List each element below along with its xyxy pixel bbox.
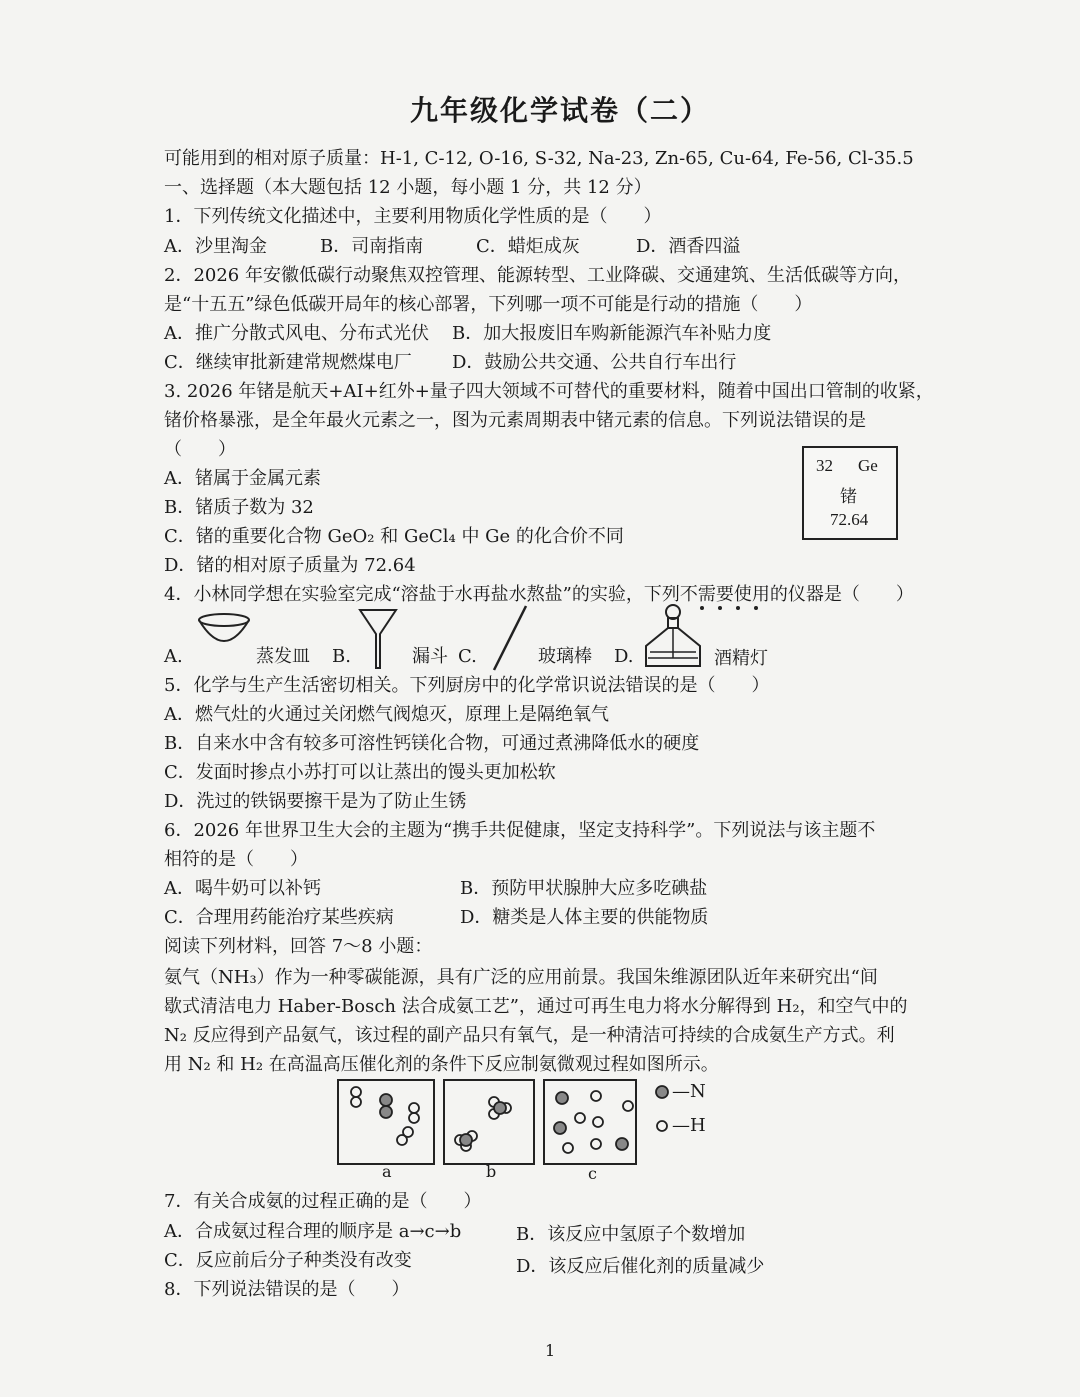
q3-stem-line3: （ ） [164,439,236,460]
legend-hydrogen: —H [672,1115,706,1136]
q1-option-a: A．沙里淘金 [164,236,267,257]
q2-option-a: A．推广分散式风电、分布式光伏 [164,323,429,344]
hydrogen-atom-legend-icon [654,1118,670,1134]
nitrogen-atom-legend-icon [654,1084,670,1100]
q4-option-d: D. [614,646,634,667]
q3-option-a: A．锗属于金属元素 [164,468,321,489]
funnel-icon [358,606,398,670]
reading-intro: 阅读下列材料，回答 7～8 小题： [164,936,433,957]
q6-option-c: C．合理用药能治疗某些疾病 [164,907,394,928]
q1-stem: 1．下列传统文化描述中，主要利用物质化学性质的是（ ） [164,206,662,227]
element-mass: 72.64 [830,510,869,529]
q6-option-a: A．喝牛奶可以补钙 [164,878,321,899]
q7-option-a: A．合成氨过程合理的顺序是 a→c→b [164,1221,462,1242]
page-number: 1 [545,1341,556,1360]
q2-option-c: C．继续审批新建常规燃煤电厂 [164,352,412,373]
q8-stem: 8．下列说法错误的是（ ） [164,1279,410,1300]
legend-nitrogen: —N [672,1081,706,1102]
q5-option-d: D．洗过的铁锅要擦干是为了防止生锈 [164,791,467,812]
q1-option-d: D．酒香四溢 [636,236,741,257]
q5-stem: 5．化学与生产生活密切相关。下列厨房中的化学常识说法错误的是（ ） [164,675,770,696]
q6-option-b: B．预防甲状腺肿大应多吃碘盐 [460,878,708,899]
q7-option-c: C．反应前后分子种类没有改变 [164,1250,412,1271]
q3-stem-line2: 锗价格暴涨，是全年最火元素之一，图为元素周期表中锗元素的信息。下列说法错误的是 [164,410,866,431]
q2-option-d: D．鼓励公共交通、公共自行车出行 [452,352,737,373]
q6-option-d: D．糖类是人体主要的供能物质 [460,907,709,928]
q7-stem: 7．有关合成氨的过程正确的是（ ） [164,1191,482,1212]
q2-stem-line1: 2．2026 年安徽低碳行动聚焦双控管理、能源转型、工业降碳、交通建筑、生活低碳等方向， [164,265,911,286]
q3-option-d: D．锗的相对原子质量为 72.64 [164,555,416,576]
q7-option-b: B．该反应中氢原子个数增加 [516,1224,746,1245]
element-symbol: Ge [858,456,878,475]
q4-option-c-name: 玻璃棒 [538,646,592,667]
emphasis-dot [754,606,758,610]
germanium-element-card [802,446,898,540]
q4-option-b-name: 漏斗 [412,646,448,667]
q4-option-d-name: 酒精灯 [714,648,768,669]
q4-option-a: A. [164,646,183,667]
q1-option-b: B．司南指南 [320,236,424,257]
element-number: 32 [816,456,833,475]
evaporating-dish-icon [196,612,252,648]
q1-option-c: C．蜡炬成灰 [476,236,580,257]
q4-option-b: B. [332,646,351,667]
section-heading: 一、选择题（本大题包括 12 小题，每小题 1 分，共 12 分） [164,177,652,198]
q2-option-b: B．加大报废旧车购新能源汽车补贴力度 [452,323,772,344]
diagram-label-a: a [382,1162,392,1181]
q5-option-c: C．发面时掺点小苏打可以让蒸出的馒头更加松软 [164,762,556,783]
glass-rod-icon [490,604,530,672]
q6-stem-line2: 相符的是（ ） [164,849,308,870]
emphasis-dot [736,606,740,610]
reading-paragraph-line3: N₂ 反应得到产品氨气，该过程的副产品只有氧气，是一种清洁可持续的合成氨生产方式。利 [164,1025,895,1046]
emphasis-dot [718,606,722,610]
q4-option-c: C. [458,646,477,667]
q7-option-d: D．该反应后催化剂的质量减少 [516,1256,765,1277]
diagram-label-b: b [486,1162,497,1181]
q6-stem-line1: 6．2026 年世界卫生大会的主题为“携手共促健康，坚定支持科学”。下列说法与该主题不 [164,820,876,841]
q4-stem: 4．小林同学想在实验室完成“溶盐于水再盐水熬盐”的实验，下列不需要使用的仪器是（ ） [164,584,914,605]
q2-stem-line2: 是“十五五”绿色低碳开局年的核心部署，下列哪一项不可能是行动的措施（ ） [164,294,813,315]
reading-paragraph-line2: 歇式清洁电力 Haber-Bosch 法合成氨工艺”，通过可再生电力将水分解得到 H₂，和空气中的 [164,996,908,1017]
reading-paragraph-line1: 氨气（NH₃）作为一种零碳能源，具有广泛的应用前景。我国朱维源团队近年来研究出“间 [164,967,878,988]
q3-option-b: B．锗质子数为 32 [164,497,314,518]
q5-option-b: B．自来水中含有较多可溶性钙镁化合物，可通过煮沸降低水的硬度 [164,733,700,754]
ammonia-synthesis-diagram [336,1078,646,1166]
element-name: 锗 [840,487,857,506]
diagram-label-c: c [588,1164,597,1183]
q4-option-a-name: 蒸发皿 [256,646,310,667]
reading-paragraph-line4: 用 N₂ 和 H₂ 在高温高压催化剂的条件下反应制氨微观过程如图所示。 [164,1054,719,1075]
q3-option-c: C．锗的重要化合物 GeO₂ 和 GeCl₄ 中 Ge 的化合价不同 [164,526,624,547]
atomic-masses: 可能用到的相对原子质量：H-1, C-12, O-16, S-32, Na-23, Zn-65, Cu-64, Fe-56, Cl-35.5 [164,148,914,169]
q3-stem-line1: 3. 2026 年锗是航天+AI+红外+量子四大领域不可替代的重要材料，随着中国出口管制的收紧， [164,381,934,402]
page-title: 九年级化学试卷（二） [410,94,711,127]
alcohol-lamp-icon [640,602,706,670]
q5-option-a: A．燃气灶的火通过关闭燃气阀熄灭，原理上是隔绝氧气 [164,704,609,725]
